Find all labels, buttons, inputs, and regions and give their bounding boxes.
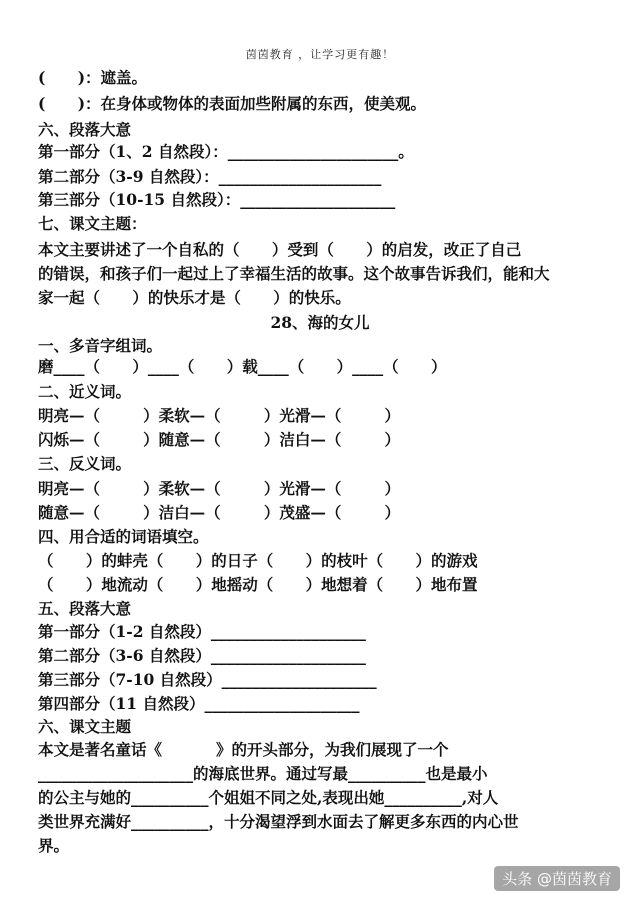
text-line: 三、反义词。 <box>38 454 132 473</box>
text-line: （ ）的蚌壳（ ）的日子（ ）的枝叶（ ）的游戏 <box>38 551 478 570</box>
text-line: 五、段落大意 <box>38 599 132 618</box>
lesson-title: 28、海的女儿 <box>270 313 370 332</box>
page-header: 茵茵教育 ，让学习更有趣！ <box>245 48 395 61</box>
text-line: 闪烁—（ ）随意—（ ）洁白—（ ） <box>38 430 401 449</box>
text-line: 七、课文主题： <box>38 214 147 233</box>
text-line: 六、段落大意 <box>38 120 132 139</box>
text-line: 四、用合适的词语填空。 <box>38 527 209 546</box>
text-line: 本文主要讲述了一个自私的（ ）受到（ ）的启发，改正了自己 <box>38 240 522 259</box>
text-line: 一、多音字组词。 <box>38 336 163 355</box>
text-line: 第二部分（3-9 自然段）：_____________________ <box>38 167 382 186</box>
text-line: 第三部分（7-10 自然段）____________________ <box>38 670 377 689</box>
text-line: 六、课文主题 <box>38 717 132 736</box>
text-line: ____________________的海底世界。通过写最__________也是最小 <box>38 764 488 783</box>
text-line: 本文是著名童话《 》的开头部分，为我们展现了一个 <box>38 740 449 759</box>
text-line: 随意—（ ）洁白—（ ）茂盛—（ ） <box>38 503 401 522</box>
text-line: 的公主与她的__________个姐姐不同之处,表现出她__________,对人 <box>38 788 499 807</box>
text-line: 第一部分（1-2 自然段）____________________ <box>38 622 366 641</box>
text-line: 二、近义词。 <box>38 382 132 401</box>
text-line: 的错误，和孩子们一起过上了幸福生活的故事。这个故事告诉我们，能和大 <box>38 264 550 283</box>
text-line: ( )：在身体或物体的表面加些附属的东西，使美观。 <box>38 94 427 113</box>
watermark: 头条 @茵茵教育 <box>494 866 620 891</box>
text-line: ( )：遮盖。 <box>38 68 148 87</box>
text-line: 明亮—（ ）柔软—（ ）光滑—（ ） <box>38 479 401 498</box>
text-line: 第四部分（11 自然段）____________________ <box>38 694 360 713</box>
text-line: 类世界充满好__________，十分渴望浮到水面去了解更多东西的内心世 <box>38 812 519 831</box>
text-line: 明亮—（ ）柔软—（ ）光滑—（ ） <box>38 406 401 425</box>
text-line: 家一起（ ）的快乐才是（ ）的快乐。 <box>38 288 351 307</box>
text-line: 第二部分（3-6 自然段）____________________ <box>38 646 366 665</box>
text-line: （ ）地流动（ ）地摇动（ ）地想着（ ）地布置 <box>38 575 478 594</box>
text-line: 第三部分（10-15 自然段）：____________________ <box>38 190 396 209</box>
text-line: 界。 <box>38 836 70 855</box>
text-line: 第一部分（1、2 自然段）：______________________。 <box>38 142 414 161</box>
text-line: 磨____（ ）____（ ）载____（ ）____（ ） <box>38 357 447 376</box>
